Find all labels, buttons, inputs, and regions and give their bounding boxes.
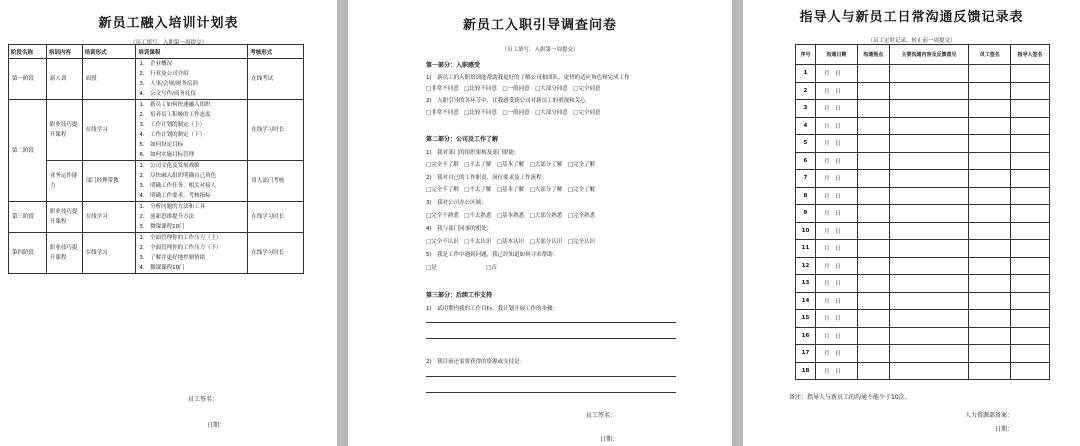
answer-line[interactable] bbox=[426, 322, 676, 323]
section-heading: 第三部分：后续工作支持 bbox=[426, 292, 493, 299]
stage-cell: 第一阶段 bbox=[9, 59, 47, 100]
focus-cell[interactable] bbox=[857, 310, 889, 328]
date-cell[interactable]: 月 日 bbox=[815, 117, 857, 135]
remark-text: 备注：指导人与新员工的沟通不能少于10次。 bbox=[789, 394, 911, 401]
date-cell[interactable]: 月 日 bbox=[815, 187, 857, 205]
question-options[interactable]: □完全不认识 □不太认识 □基本认识 □大部分认识 □完全认识 bbox=[426, 239, 595, 245]
page-title: 新员工入职引导调查问卷 bbox=[462, 18, 617, 33]
row-number: 18 bbox=[796, 362, 816, 380]
content-cell[interactable] bbox=[889, 82, 969, 100]
content-cell[interactable] bbox=[889, 222, 969, 240]
date-cell[interactable]: 月 日 bbox=[815, 65, 857, 83]
mentor-sign-cell[interactable] bbox=[1011, 100, 1050, 118]
content-cell[interactable] bbox=[889, 152, 969, 170]
date-cell[interactable]: 月 日 bbox=[815, 152, 857, 170]
mentor-sign-cell[interactable] bbox=[1011, 135, 1050, 153]
question-options[interactable]: □完全不了解 □不太了解 □基本了解 □大部分了解 □完全了解 bbox=[426, 187, 595, 193]
table-row bbox=[796, 82, 1050, 100]
question-options[interactable]: □完全不了解 □不太了解 □基本了解 □大部分了解 □完全了解 bbox=[426, 162, 595, 168]
course-item: 4. 明确工作要求、考核指标 bbox=[139, 193, 211, 199]
column-header: 考核形式 bbox=[248, 45, 304, 59]
question-options[interactable]: □非常不同意 □比较不同意 □一般同意 □大部分同意 □完全同意 bbox=[426, 86, 601, 92]
table-row bbox=[796, 152, 1050, 170]
course-item: 6. 如何实施目标管理 bbox=[139, 152, 195, 158]
row-number: 10 bbox=[796, 222, 816, 240]
date-cell[interactable]: 月 日 bbox=[815, 222, 857, 240]
row-number: 5 bbox=[796, 135, 816, 153]
course-item: 2. 尽快融入组织明确自己角色 bbox=[139, 173, 217, 179]
column-header: 指导人签名 bbox=[1011, 45, 1050, 65]
question-text: 1) 我对部门的组织架构及部门职能： bbox=[426, 150, 520, 156]
employee-sign-cell[interactable] bbox=[969, 257, 1011, 275]
course-item: 3. 微课课程10门 bbox=[139, 224, 185, 230]
table-row bbox=[796, 327, 1050, 345]
table-row bbox=[796, 257, 1050, 275]
mentor-sign-cell[interactable] bbox=[1011, 187, 1050, 205]
course-item: 1. 企业概况 bbox=[139, 61, 173, 67]
question-text: 2) 入职引导的各环节中，让我感受到公司对新员工的重视和关心 bbox=[426, 98, 586, 104]
column-header: 序号 bbox=[796, 45, 816, 65]
mentor-sign-cell[interactable] bbox=[1011, 275, 1050, 293]
table-row bbox=[9, 100, 304, 161]
employee-sign-cell[interactable] bbox=[969, 65, 1011, 83]
question-text: 4) 我与部门同事的相处： bbox=[426, 226, 493, 232]
table-row bbox=[796, 275, 1050, 293]
employee-sign-cell[interactable] bbox=[969, 205, 1011, 223]
employee-signature-label: 员工签名： bbox=[188, 396, 219, 403]
employee-sign-cell[interactable] bbox=[969, 362, 1011, 380]
courses-cell bbox=[136, 202, 248, 233]
page-title: 指导人与新员工日常沟通反馈记录表 bbox=[799, 10, 1024, 25]
course-item: 1. 全面管理你的工作压力（上） bbox=[139, 235, 222, 241]
page-training-plan bbox=[0, 0, 337, 446]
row-number: 16 bbox=[796, 327, 816, 345]
course-item: 3. 明确工作任务、相关对接人 bbox=[139, 183, 217, 189]
course-item: 2. 创新思维提升方法 bbox=[139, 214, 195, 220]
course-item: 1. 分析问题的方法和工具 bbox=[139, 204, 206, 210]
employee-sign-cell[interactable] bbox=[969, 82, 1011, 100]
table-row bbox=[796, 205, 1050, 223]
course-item: 3. 了解并更好地控制情绪 bbox=[139, 255, 206, 261]
fill-note: （员工定时记录，转正前一周提交） bbox=[867, 38, 956, 44]
mentor-sign-cell[interactable] bbox=[1011, 345, 1050, 363]
training-plan-table bbox=[8, 44, 304, 274]
table-row bbox=[796, 345, 1050, 363]
date-cell[interactable]: 月 日 bbox=[815, 362, 857, 380]
stage-cell: 第四阶段 bbox=[9, 233, 47, 274]
page-survey bbox=[348, 0, 732, 446]
date-cell[interactable]: 月 日 bbox=[815, 292, 857, 310]
content-cell[interactable] bbox=[889, 170, 969, 188]
mentor-sign-cell[interactable] bbox=[1011, 205, 1050, 223]
date-label: 日期： bbox=[995, 426, 1014, 433]
column-header: 阶段名称 bbox=[9, 45, 47, 59]
question-options[interactable]: □非常不同意 □比较不同意 □一般同意 □大部分同意 □完全同意 bbox=[426, 110, 601, 116]
course-item: 3. 工作计划的制定（上） bbox=[139, 122, 206, 128]
row-number: 11 bbox=[796, 240, 816, 258]
focus-cell[interactable] bbox=[857, 292, 889, 310]
row-number: 1 bbox=[796, 65, 816, 83]
mentor-sign-cell[interactable] bbox=[1011, 82, 1050, 100]
table-row bbox=[796, 135, 1050, 153]
table-row bbox=[796, 170, 1050, 188]
course-item: 2. 行业及公司介绍 bbox=[139, 71, 189, 77]
date-cell[interactable]: 月 日 bbox=[815, 310, 857, 328]
focus-cell[interactable] bbox=[857, 135, 889, 153]
date-cell[interactable]: 月 日 bbox=[815, 327, 857, 345]
mentor-sign-cell[interactable] bbox=[1011, 65, 1050, 83]
content-cell[interactable] bbox=[889, 327, 969, 345]
focus-cell[interactable] bbox=[857, 362, 889, 380]
table-row bbox=[796, 187, 1050, 205]
focus-cell[interactable] bbox=[857, 205, 889, 223]
focus-cell[interactable] bbox=[857, 257, 889, 275]
table-row bbox=[9, 202, 304, 233]
employee-sign-cell[interactable] bbox=[969, 117, 1011, 135]
page-title: 新员工融入培训计划表 bbox=[98, 16, 239, 31]
question-options[interactable]: □是 □否 bbox=[426, 265, 497, 271]
course-item: 4. 公文写作/商务礼仪 bbox=[139, 91, 197, 97]
table-row bbox=[9, 161, 304, 202]
employee-sign-cell[interactable] bbox=[969, 222, 1011, 240]
question-options[interactable]: □完全不熟悉 □不太熟悉 □基本熟悉 □大部分熟悉 □完全熟悉 bbox=[426, 213, 595, 219]
form-cell: 部门经理带教 bbox=[82, 161, 136, 202]
fill-note: （员工填写，入职第一周提交） bbox=[501, 47, 579, 53]
date-cell[interactable]: 月 日 bbox=[815, 100, 857, 118]
course-item: 3. 人事/会规/财务培训 bbox=[139, 81, 198, 87]
content-cell[interactable] bbox=[889, 345, 969, 363]
employee-sign-cell[interactable] bbox=[969, 275, 1011, 293]
courses-cell bbox=[136, 161, 248, 202]
exam-cell: 在线考试 bbox=[248, 59, 304, 100]
exam-cell: 用人部门考核 bbox=[248, 161, 304, 202]
table-row bbox=[796, 222, 1050, 240]
table-row bbox=[9, 233, 304, 274]
focus-cell[interactable] bbox=[857, 65, 889, 83]
row-number: 12 bbox=[796, 257, 816, 275]
content-cell: 业务运作能力 bbox=[46, 161, 82, 202]
answer-line[interactable] bbox=[426, 392, 676, 393]
section-heading: 第一部分：入职感受 bbox=[426, 62, 481, 69]
employee-sign-cell[interactable] bbox=[969, 292, 1011, 310]
content-cell[interactable] bbox=[889, 135, 969, 153]
feedback-table bbox=[795, 44, 1050, 380]
table-row bbox=[796, 292, 1050, 310]
section-heading: 第二部分：公司及工作了解 bbox=[426, 136, 499, 143]
form-cell: 在线学习 bbox=[82, 233, 136, 274]
form-cell: 面授 bbox=[82, 59, 136, 100]
stage-cell: 第三阶段 bbox=[9, 202, 47, 233]
column-header: 培训形式 bbox=[82, 45, 136, 59]
focus-cell[interactable] bbox=[857, 152, 889, 170]
focus-cell[interactable] bbox=[857, 240, 889, 258]
focus-cell[interactable] bbox=[857, 222, 889, 240]
row-number: 3 bbox=[796, 100, 816, 118]
question-text: 2) 我目前还需要获得的资源或支持是： bbox=[426, 359, 526, 365]
table-row bbox=[796, 100, 1050, 118]
mentor-sign-cell[interactable] bbox=[1011, 327, 1050, 345]
column-header: 沟通焦点 bbox=[857, 45, 889, 65]
exam-cell: 在线学习时长 bbox=[248, 202, 304, 233]
content-cell: 职业技巧提升课程 bbox=[46, 100, 82, 161]
employee-sign-cell[interactable] bbox=[969, 240, 1011, 258]
row-number: 15 bbox=[796, 310, 816, 328]
table-row bbox=[796, 362, 1050, 380]
mentor-sign-cell[interactable] bbox=[1011, 222, 1050, 240]
column-header: 沟通日期 bbox=[815, 45, 857, 65]
form-cell: 在线学习 bbox=[82, 202, 136, 233]
row-number: 2 bbox=[796, 82, 816, 100]
focus-cell[interactable] bbox=[857, 100, 889, 118]
column-header: 培训内容 bbox=[46, 45, 82, 59]
employee-sign-cell[interactable] bbox=[969, 100, 1011, 118]
employee-sign-cell[interactable] bbox=[969, 170, 1011, 188]
date-label: 日期： bbox=[207, 422, 226, 429]
focus-cell[interactable] bbox=[857, 170, 889, 188]
content-cell[interactable] bbox=[889, 205, 969, 223]
answer-line[interactable] bbox=[426, 376, 676, 377]
feedback-rows bbox=[796, 65, 1050, 380]
question-text: 3) 我对公司办公区域： bbox=[426, 200, 487, 206]
date-cell[interactable]: 月 日 bbox=[815, 82, 857, 100]
employee-sign-cell[interactable] bbox=[969, 345, 1011, 363]
date-cell[interactable]: 月 日 bbox=[815, 275, 857, 293]
table-row bbox=[796, 240, 1050, 258]
content-cell[interactable] bbox=[889, 187, 969, 205]
mentor-sign-cell[interactable] bbox=[1011, 292, 1050, 310]
stage-cell: 第二阶段 bbox=[9, 100, 47, 202]
column-header: 主要沟通内容及反馈意见 bbox=[889, 45, 969, 65]
content-cell[interactable] bbox=[889, 362, 969, 380]
exam-cell: 在线学习时长 bbox=[248, 100, 304, 161]
row-number: 6 bbox=[796, 152, 816, 170]
date-cell[interactable]: 月 日 bbox=[815, 345, 857, 363]
table-row bbox=[796, 117, 1050, 135]
focus-cell[interactable] bbox=[857, 117, 889, 135]
content-cell[interactable] bbox=[889, 240, 969, 258]
employee-sign-cell[interactable] bbox=[969, 310, 1011, 328]
content-cell[interactable] bbox=[889, 257, 969, 275]
table-row bbox=[796, 65, 1050, 83]
mentor-sign-cell[interactable] bbox=[1011, 240, 1050, 258]
date-cell[interactable]: 月 日 bbox=[815, 240, 857, 258]
column-header: 员工签名 bbox=[969, 45, 1011, 65]
table-row bbox=[796, 310, 1050, 328]
focus-cell[interactable] bbox=[857, 187, 889, 205]
courses-cell bbox=[136, 233, 248, 274]
row-number: 7 bbox=[796, 170, 816, 188]
row-number: 9 bbox=[796, 205, 816, 223]
content-cell[interactable] bbox=[889, 292, 969, 310]
question-text: 2) 我对自己的工作职责、岗位要求及工作流程： bbox=[426, 175, 548, 181]
row-number: 13 bbox=[796, 275, 816, 293]
focus-cell[interactable] bbox=[857, 275, 889, 293]
courses-cell bbox=[136, 100, 248, 161]
employee-signature-label: 员工签名： bbox=[586, 412, 617, 419]
courses-cell bbox=[136, 59, 248, 100]
content-cell: 职业技巧提升课程 bbox=[46, 233, 82, 274]
date-cell[interactable]: 月 日 bbox=[815, 170, 857, 188]
date-cell[interactable]: 月 日 bbox=[815, 205, 857, 223]
table-header-row bbox=[796, 45, 1050, 65]
hr-signature-label: 人力资源部备案： bbox=[965, 412, 1014, 419]
row-number: 4 bbox=[796, 117, 816, 135]
column-header: 培训课程 bbox=[136, 45, 248, 59]
content-cell[interactable] bbox=[889, 65, 969, 83]
answer-line[interactable] bbox=[426, 338, 676, 339]
content-cell[interactable] bbox=[889, 310, 969, 328]
course-item: 4. 微课课程10门 bbox=[139, 265, 185, 271]
date-cell[interactable]: 月 日 bbox=[815, 135, 857, 153]
course-item: 5. 如何设定目标 bbox=[139, 142, 184, 148]
mentor-sign-cell[interactable] bbox=[1011, 310, 1050, 328]
course-item: 1. 新员工如何快速融入组织 bbox=[139, 102, 211, 108]
course-item: 1. 公司文化及发展战略 bbox=[139, 163, 200, 169]
mentor-sign-cell[interactable] bbox=[1011, 257, 1050, 275]
exam-cell: 在线学习时长 bbox=[248, 233, 304, 274]
table-header-row bbox=[9, 45, 304, 59]
focus-cell[interactable] bbox=[857, 82, 889, 100]
employee-sign-cell[interactable] bbox=[969, 135, 1011, 153]
course-item: 2. 全面管理你的工作压力（下） bbox=[139, 245, 222, 251]
mentor-sign-cell[interactable] bbox=[1011, 362, 1050, 380]
table-row bbox=[9, 59, 304, 100]
course-item: 4. 工作计划的制定（下） bbox=[139, 132, 206, 138]
date-label: 日期： bbox=[600, 436, 619, 443]
date-cell[interactable]: 月 日 bbox=[815, 257, 857, 275]
form-cell: 在线学习 bbox=[82, 100, 136, 161]
content-cell[interactable] bbox=[889, 117, 969, 135]
row-number: 8 bbox=[796, 187, 816, 205]
question-text: 1) 试用期内我的工作目标，我计划开展工作的步骤： bbox=[426, 306, 559, 312]
row-number: 17 bbox=[796, 345, 816, 363]
course-item: 2. 培养员工积极的工作态度 bbox=[139, 112, 211, 118]
employee-sign-cell[interactable] bbox=[969, 187, 1011, 205]
question-text: 5) 我是工作中遇到问题，我已经知道如何寻求帮助： bbox=[426, 252, 559, 258]
content-cell[interactable] bbox=[889, 100, 969, 118]
mentor-sign-cell[interactable] bbox=[1011, 170, 1050, 188]
question-text: 1) 新员工的入职培训能帮助我更好的了解公司和团队，更快的适应角色和完成工作 bbox=[426, 75, 630, 81]
focus-cell[interactable] bbox=[857, 327, 889, 345]
content-cell[interactable] bbox=[889, 275, 969, 293]
fill-note: （员工填写，入职第一周提交） bbox=[129, 40, 207, 46]
employee-sign-cell[interactable] bbox=[969, 152, 1011, 170]
content-cell: 职业技巧提升课程 bbox=[46, 202, 82, 233]
content-cell: 新人训 bbox=[46, 59, 82, 100]
page-feedback-record bbox=[743, 0, 1080, 446]
employee-sign-cell[interactable] bbox=[969, 327, 1011, 345]
row-number: 14 bbox=[796, 292, 816, 310]
mentor-sign-cell[interactable] bbox=[1011, 117, 1050, 135]
focus-cell[interactable] bbox=[857, 345, 889, 363]
mentor-sign-cell[interactable] bbox=[1011, 152, 1050, 170]
